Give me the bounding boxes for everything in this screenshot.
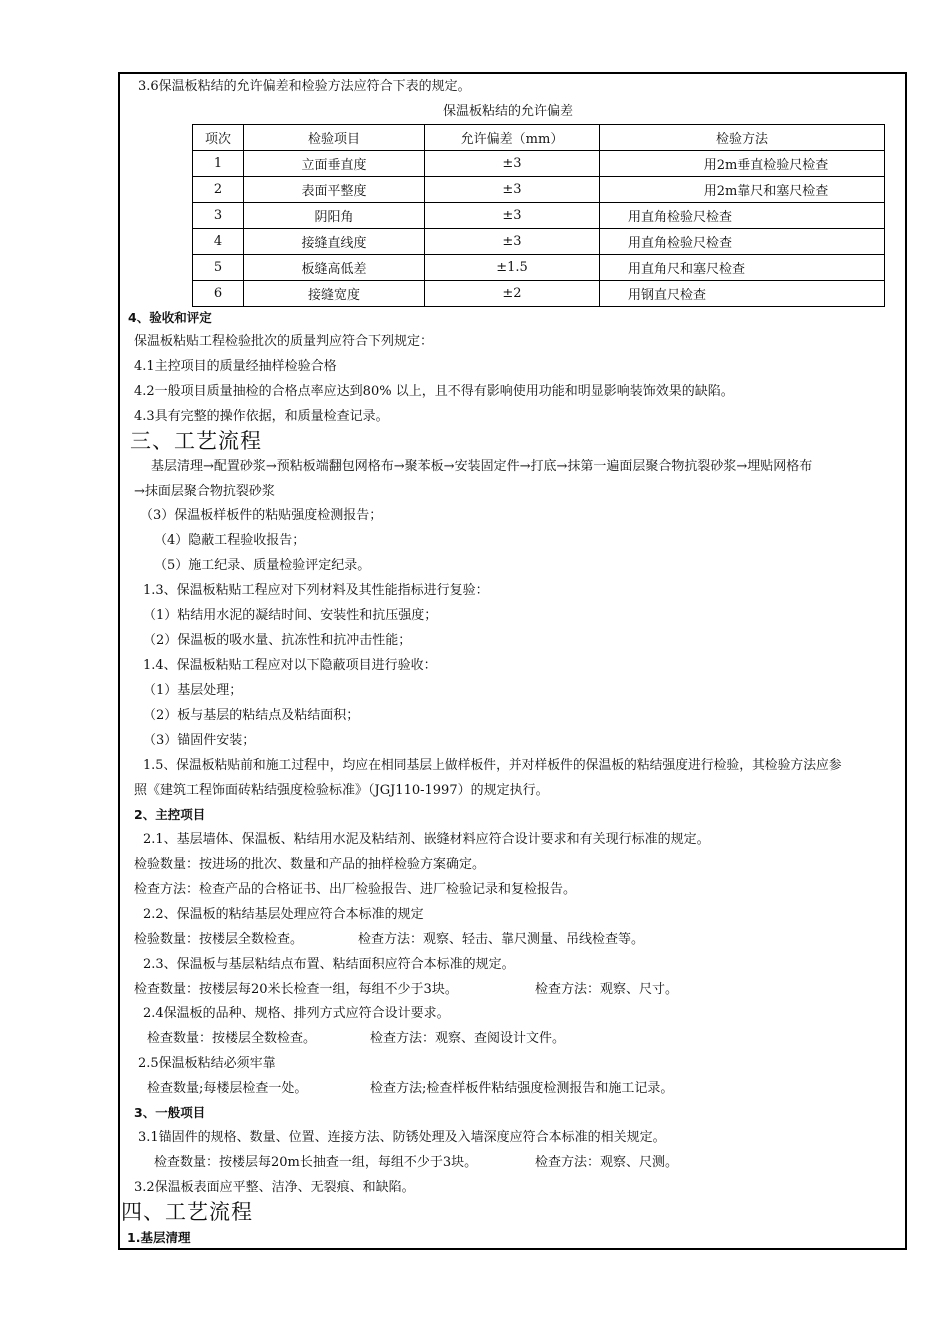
paragraph: 2.2、保温板的粘结基层处理应符合本标准的规定	[143, 907, 424, 922]
paragraph: 照《建筑工程饰面砖粘结强度检验标准》（JGJ110-1997）的规定执行。	[134, 783, 549, 798]
section-heading: 2、主控项目	[134, 807, 206, 822]
table-cell: 用2m垂直检验尺检查	[600, 151, 885, 177]
paragraph: 检查数量：按楼层全数检查。	[147, 1031, 317, 1046]
table-row	[193, 255, 885, 281]
paragraph: （3）锚固件安装；	[143, 733, 256, 748]
header-cell: 允许偏差（mm）	[425, 125, 600, 151]
table-cell: 用直角尺和塞尺检查	[600, 255, 885, 281]
paragraph: 检查方法：观察、查阅设计文件。	[370, 1031, 566, 1046]
paragraph: 检查数量：按楼层每20米长检查一组，每组不少于3块。	[134, 982, 458, 997]
section-heading: 1.基层清理	[127, 1230, 191, 1245]
table-cell: 用直角检验尺检查	[600, 203, 885, 229]
part-heading: 四、工艺流程	[121, 1200, 253, 1224]
paragraph: 1.3、保温板粘贴工程应对下列材料及其性能指标进行复验：	[143, 583, 489, 598]
table-row	[193, 229, 885, 255]
table-cell: 3	[193, 203, 244, 229]
paragraph: （3）保温板样板件的粘贴强度检测报告；	[140, 508, 383, 523]
table-cell: 板缝高低差	[244, 255, 425, 281]
paragraph: 2.1、基层墙体、保温板、粘结用水泥及粘结剂、嵌缝材料应符合设计要求和有关现行标准的规定。	[143, 832, 710, 847]
paragraph: （2）板与基层的粘结点及粘结面积；	[143, 708, 360, 723]
table-cell: 用直角检验尺检查	[600, 229, 885, 255]
paragraph: （1）基层处理；	[143, 683, 243, 698]
part-heading: 三、工艺流程	[130, 429, 262, 453]
paragraph: （4）隐蔽工程验收报告；	[154, 533, 306, 548]
table-cell: 4	[193, 229, 244, 255]
table-cell: ±3	[425, 151, 600, 177]
table-row	[193, 177, 885, 203]
paragraph: 基层清理→配置砂浆→预粘板端翻包网格布→聚苯板→安装固定件→打底→抹第一遍面层聚合物抗裂砂浆→埋贴网格布	[151, 459, 813, 474]
table-title: 保温板粘结的允许偏差	[443, 104, 574, 119]
section-heading: 3、一般项目	[134, 1105, 206, 1120]
paragraph: 保温板粘贴工程检验批次的质量判应符合下列规定：	[134, 334, 434, 349]
s36-intro: 3.6保温板粘结的允许偏差和检验方法应符合下表的规定。	[138, 79, 471, 94]
header-cell: 检验项目	[244, 125, 425, 151]
table-cell: 6	[193, 281, 244, 307]
table-row	[193, 203, 885, 229]
table-cell: 接缝直线度	[244, 229, 425, 255]
paragraph: 4.2一般项目质量抽检的合格点率应达到80% 以上，且不得有影响使用功能和明显影响装饰效果的缺陷。	[134, 384, 734, 399]
header-cell: 项次	[193, 125, 244, 151]
table-cell: 1	[193, 151, 244, 177]
paragraph: →抹面层聚合物抗裂砂浆	[134, 484, 275, 499]
table-row	[193, 281, 885, 307]
paragraph: 3.1锚固件的规格、数量、位置、连接方法、防锈处理及入墙深度应符合本标准的相关规定。	[138, 1130, 666, 1145]
paragraph: （5）施工纪录、质量检验评定纪录。	[154, 558, 371, 573]
paragraph: （2）保温板的吸水量、抗冻性和抗冲击性能；	[143, 633, 412, 648]
table-cell: ±3	[425, 229, 600, 255]
paragraph: 1.4、保温板粘贴工程应对以下隐蔽项目进行验收：	[143, 658, 437, 673]
paragraph: 2.4保温板的品种、规格、排列方式应符合设计要求。	[143, 1006, 450, 1021]
paragraph: 检查数量：按楼层每20m长抽查一组，每组不少于3块。	[154, 1155, 478, 1170]
header-cell: 检验方法	[600, 125, 885, 151]
paragraph: 2.5保温板粘结必须牢靠	[138, 1056, 276, 1071]
table-cell: ±1.5	[425, 255, 600, 281]
paragraph: 检查方法：观察、轻击、靠尺测量、吊线检查等。	[358, 932, 645, 947]
table-cell: 用钢直尺检查	[600, 281, 885, 307]
paragraph: 检查数量;每楼层检查一处。	[147, 1081, 308, 1096]
table-cell: 接缝宽度	[244, 281, 425, 307]
table-cell: 5	[193, 255, 244, 281]
table-cell: ±3	[425, 177, 600, 203]
table-row	[193, 151, 885, 177]
paragraph: 3.2保温板表面应平整、洁净、无裂痕、和缺陷。	[134, 1180, 415, 1195]
table-cell: 立面垂直度	[244, 151, 425, 177]
table-cell: ±3	[425, 203, 600, 229]
section-heading: 4、验收和评定	[128, 310, 212, 325]
paragraph: 2.3、保温板与基层粘结点布置、粘结面积应符合本标准的规定。	[143, 957, 515, 972]
table-cell: ±2	[425, 281, 600, 307]
table-cell: 2	[193, 177, 244, 203]
paragraph: 检验数量：按楼层全数检查。	[134, 932, 304, 947]
paragraph: 检查方法：观察、尺测。	[535, 1155, 679, 1170]
table-cell: 表面平整度	[244, 177, 425, 203]
paragraph: 4.1主控项目的质量经抽样检验合格	[134, 359, 337, 374]
table-header-row	[193, 125, 885, 151]
paragraph: 检查方法：观察、尺寸。	[535, 982, 679, 997]
paragraph: 4.3具有完整的操作依据，和质量检查记录。	[134, 409, 389, 424]
table-cell: 用2m靠尺和塞尺检查	[600, 177, 885, 203]
paragraph: 检查方法;检查样板件粘结强度检测报告和施工记录。	[370, 1081, 674, 1096]
table-cell: 阴阳角	[244, 203, 425, 229]
paragraph: 检验数量：按进场的批次、数量和产品的抽样检验方案确定。	[134, 857, 486, 872]
paragraph: 1.5、保温板粘贴前和施工过程中，均应在相同基层上做样板件，并对样板件的保温板的粘结强度进行检验，其检验方法应参	[143, 758, 842, 773]
paragraph: 检查方法：检查产品的合格证书、出厂检验报告、进厂检验记录和复检报告。	[134, 882, 577, 897]
paragraph: （1）粘结用水泥的凝结时间、安装性和抗压强度；	[143, 608, 438, 623]
tolerance-table	[192, 124, 885, 307]
